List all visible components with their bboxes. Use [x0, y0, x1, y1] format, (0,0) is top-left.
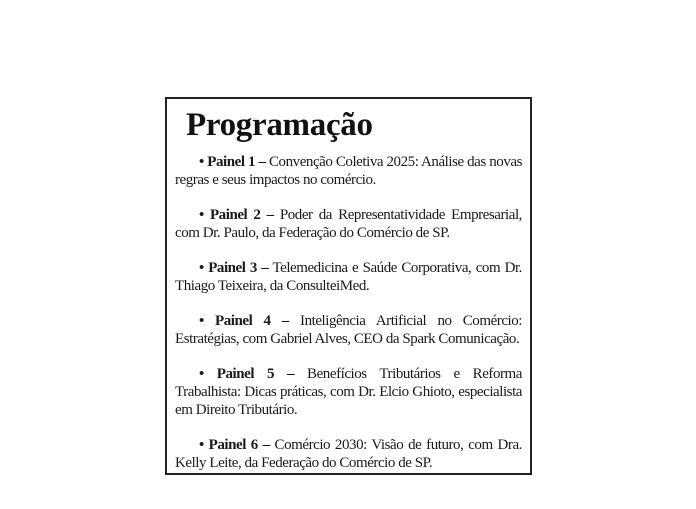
program-title: Programação [186, 107, 373, 143]
panel-text: Comércio 2030: Visão de futuro, com Dra. Kelly Leite, da Federação do Comércio de SP. [175, 437, 522, 471]
bullet-icon: • [199, 260, 204, 276]
panel-label: • Painel 4 – [199, 313, 289, 329]
panel-label: • Painel 5 – [199, 366, 295, 382]
panel-text: Telemedicina e Saúde Corporativa, com Dr. Thiago Teixeira, da ConsulteiMed. [175, 260, 522, 294]
bullet-icon: • [199, 313, 204, 329]
bullet-icon: • [199, 207, 204, 223]
program-box [165, 97, 532, 475]
panel-text: Convenção Coletiva 2025: Análise das novas regras e seus impactos no comércio. [175, 154, 522, 188]
panel-item-3 [175, 259, 522, 295]
bullet-icon: • [199, 437, 204, 453]
panel-text: Poder da Representatividade Empresarial, com Dr. Paulo, da Federação do Comércio de SP. [175, 207, 522, 241]
panel-label: • Painel 3 – [199, 260, 269, 276]
panel-label: • Painel 6 – [199, 437, 270, 453]
panel-label: • Painel 2 – [199, 207, 274, 223]
panel-list [175, 153, 522, 489]
panel-item-1 [175, 153, 522, 189]
panel-item-6 [175, 436, 522, 472]
panel-text: Benefícios Tributários e Reforma Trabalhista: Dicas práticas, com Dr. Elcio Ghioto, especialista em Direito Tributário. [175, 366, 522, 418]
panel-text: Inteligência Artificial no Comércio: Estratégias, com Gabriel Alves, CEO da Spark Comunicação. [175, 313, 523, 347]
bullet-icon: • [199, 366, 204, 382]
panel-item-5 [175, 365, 522, 419]
panel-label: • Painel 1 – [199, 154, 266, 170]
bullet-icon: • [199, 154, 204, 170]
panel-item-4 [175, 312, 522, 348]
panel-item-2 [175, 206, 522, 242]
